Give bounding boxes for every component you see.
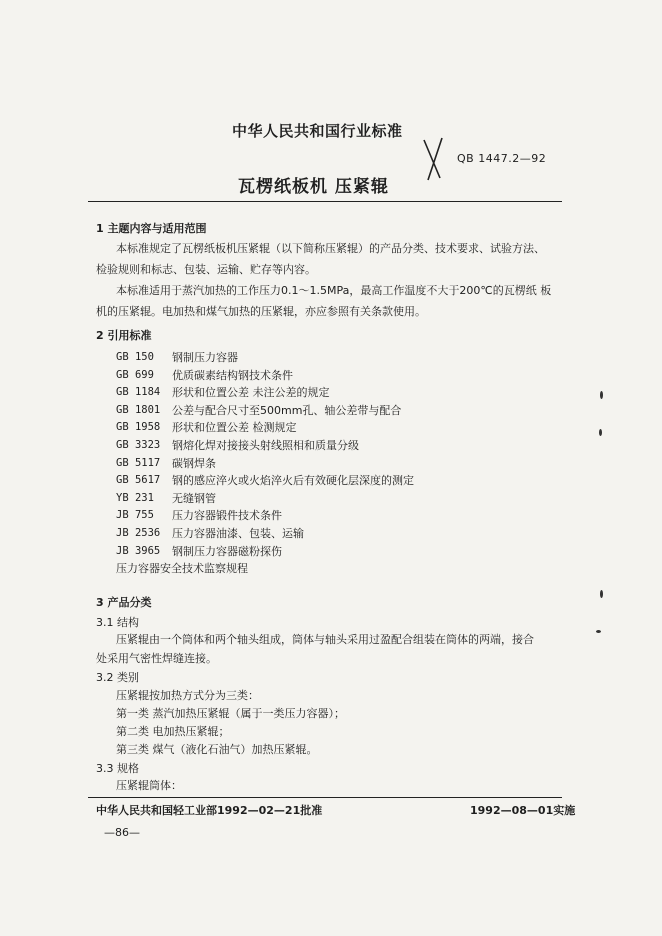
scan-speck — [600, 590, 603, 598]
category-item: 第一类 蒸汽加热压紧辊（属于一类压力容器）； — [116, 707, 345, 720]
category-item: 第三类 煤气（液化石油气）加热压紧辊。 — [116, 743, 318, 756]
section-2-heading: 2 引用标准 — [96, 329, 152, 342]
section-1-para-line: 机的压紧辊。电加热和煤气加热的压紧辊，亦应参照有关条款使用。 — [96, 305, 426, 318]
section-1-heading: 1 主题内容与适用范围 — [96, 222, 207, 235]
reference-item — [116, 455, 414, 473]
section-1-para-line: 本标准适用于蒸汽加热的工作压力0.1～1.5MPa，最高工作温度不大于200℃的瓦楞纸 板 — [116, 284, 552, 297]
reference-code: GB 5117 — [116, 456, 161, 469]
section-1-para-line: 检验规则和标志、包装、运输、贮存等内容。 — [96, 263, 316, 276]
reference-code: GB 699 — [116, 368, 154, 381]
reference-name: 压力容器油漆、包装、运输 — [172, 526, 304, 540]
reference-name: 优质碳素结构钢技术条件 — [172, 368, 293, 382]
reference-name: 公差与配合尺寸至500mm孔、轴公差带与配合 — [172, 403, 402, 417]
reference-code: JB 3965 — [116, 544, 161, 557]
subsection-3-1-text: 压紧辊由一个筒体和两个轴头组成，筒体与轴头采用过盈配合组装在筒体的两端，接合 — [116, 633, 534, 646]
reference-item — [116, 560, 414, 578]
subsection-3-1-heading: 3.1 结构 — [96, 616, 139, 629]
reference-code: GB 150 — [116, 351, 154, 363]
subsection-3-1-text: 处采用气密性焊缝连接。 — [96, 652, 217, 665]
reference-item — [116, 525, 414, 543]
page-number: —86— — [104, 826, 140, 839]
reference-item — [116, 437, 414, 455]
subsection-3-2-intro: 压紧辊按加热方式分为三类： — [116, 689, 259, 702]
standard-number: QB 1447.2—92 — [457, 152, 547, 165]
reference-item — [116, 472, 414, 490]
reference-name: 钢制压力容器磁粉探伤 — [172, 544, 282, 558]
reference-name: 碳钢焊条 — [172, 456, 216, 470]
reference-item — [116, 402, 414, 420]
reference-item — [116, 507, 414, 525]
reference-item — [116, 490, 414, 508]
reference-name: 钢制压力容器 — [172, 351, 238, 364]
reference-name: 形状和位置公差 检测规定 — [172, 421, 297, 435]
reference-item — [116, 543, 414, 561]
subsection-3-3-text: 压紧辊筒体： — [116, 779, 182, 792]
header-rule — [88, 201, 562, 202]
subsection-3-3-heading: 3.3 规格 — [96, 762, 139, 775]
footer-rule — [88, 797, 562, 798]
scan-speck — [596, 630, 601, 633]
reference-name: 压力容器锻件技术条件 — [172, 509, 282, 523]
reference-item — [116, 419, 414, 437]
approval-note: 中华人民共和国轻工业部1992—02—21批准 — [96, 804, 323, 817]
reference-item — [116, 349, 414, 367]
section-1-para-line: 本标准规定了瓦楞纸板机压紧辊（以下简称压紧辊）的产品分类、技术要求、试验方法、 — [116, 242, 545, 255]
reference-code: GB 1801 — [116, 403, 161, 416]
reference-name: 钢的感应淬火或火焰淬火后有效硬化层深度的测定 — [172, 474, 414, 488]
reference-code: GB 3323 — [116, 438, 161, 451]
reference-item — [116, 367, 414, 385]
reference-code: JB 755 — [116, 509, 154, 522]
subsection-3-2-heading: 3.2 类别 — [96, 671, 139, 684]
category-item: 第二类 电加热压紧辊； — [116, 725, 230, 738]
reference-standards-list — [116, 349, 414, 578]
scan-speck — [600, 391, 603, 399]
reference-code: GB 5617 — [116, 474, 161, 487]
reference-code: GB 1958 — [116, 421, 161, 434]
reference-code: JB 2536 — [116, 526, 161, 539]
scan-speck — [599, 429, 602, 436]
reference-name: 无缝钢管 — [172, 491, 216, 505]
stamp-check-mark — [420, 136, 446, 182]
reference-name: 形状和位置公差 未注公差的规定 — [172, 386, 330, 400]
issuing-authority-header: 中华人民共和国行业标准 — [232, 122, 403, 140]
reference-name: 钢熔化焊对接接头射线照相和质量分级 — [172, 438, 359, 452]
document-title: 瓦楞纸板机 压紧辊 — [238, 177, 389, 197]
reference-code: YB 231 — [116, 491, 154, 504]
reference-name: 压力容器安全技术监察规程 — [116, 562, 248, 576]
reference-code: GB 1184 — [116, 386, 161, 399]
reference-item — [116, 384, 414, 402]
effective-date: 1992—08—01实施 — [470, 804, 576, 817]
section-3-heading: 3 产品分类 — [96, 596, 152, 609]
